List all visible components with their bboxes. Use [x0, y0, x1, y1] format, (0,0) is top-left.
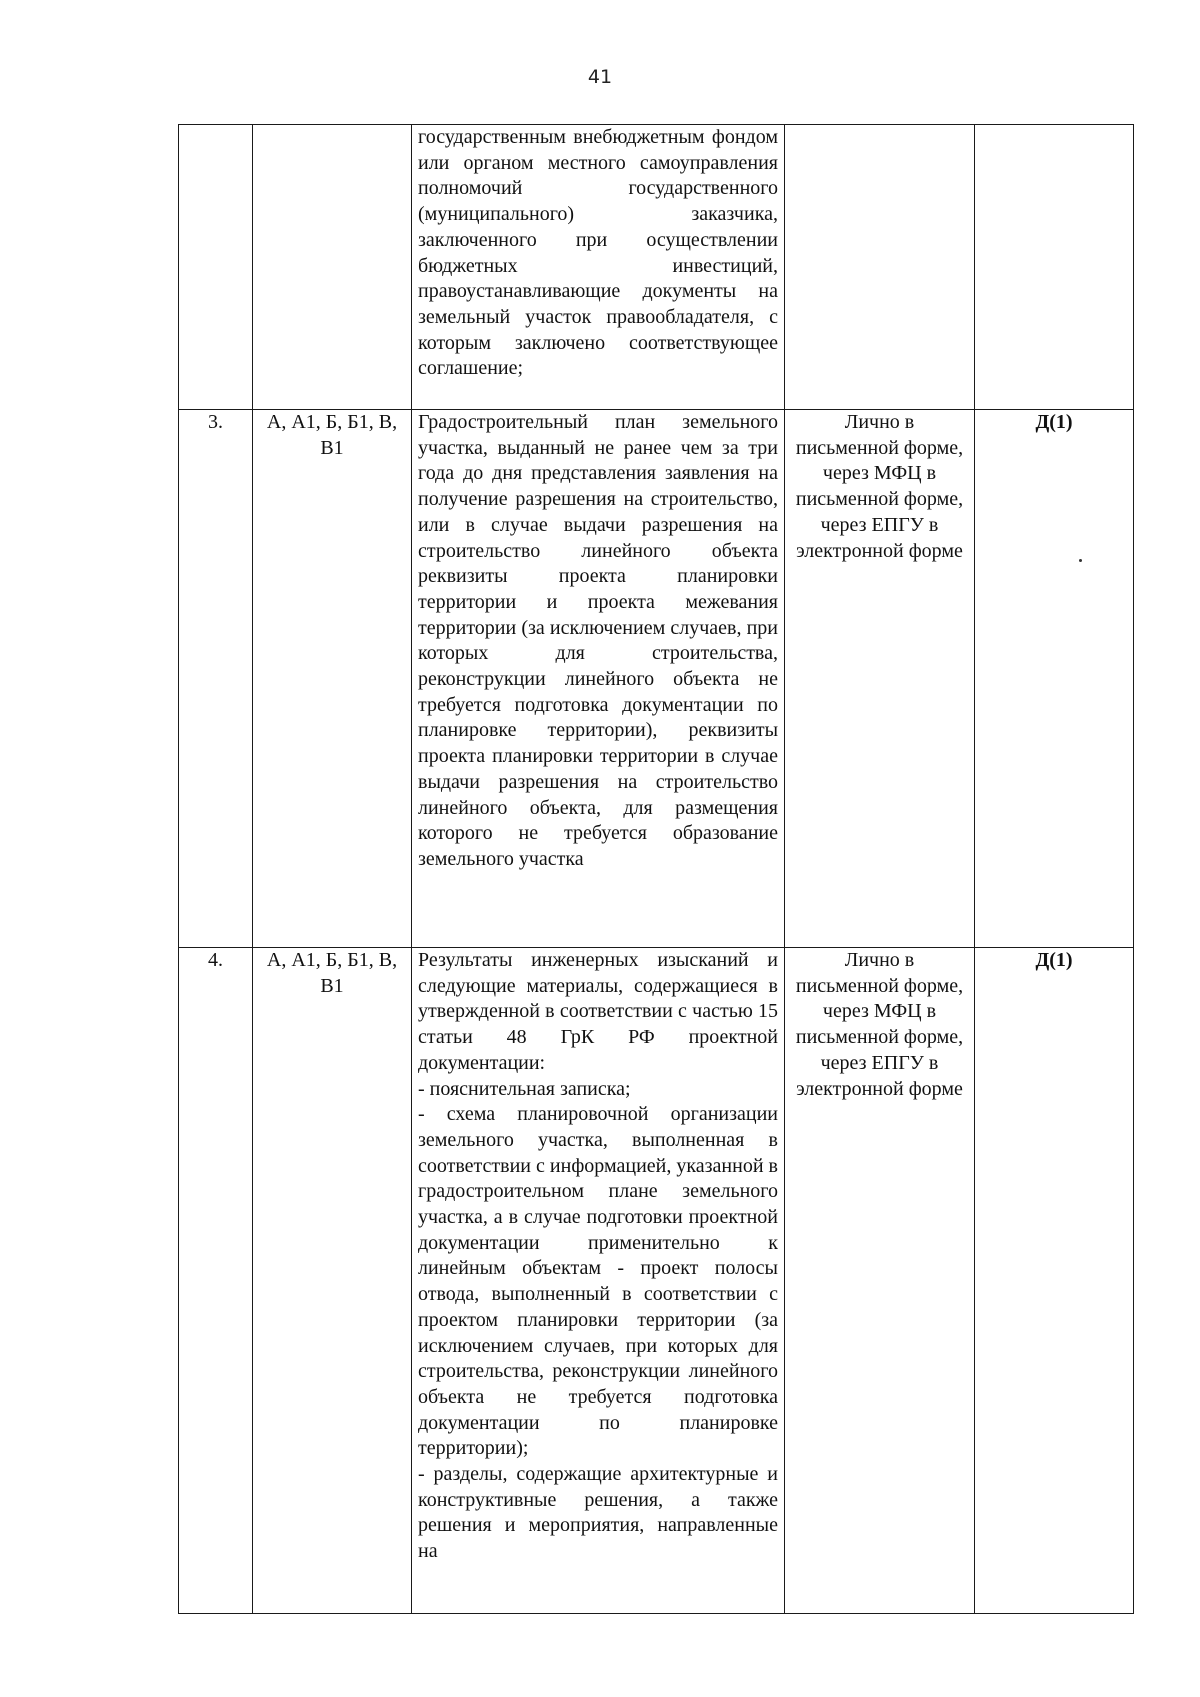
description-list-item: - пояснительная записка; [418, 1077, 631, 1100]
description-list-item: - разделы, содержащие архитектурные и конструктивные решения, а также решения и мероприятия, направленные на [418, 1463, 778, 1563]
document-description [412, 948, 785, 1614]
row-number: 3. [179, 410, 253, 948]
scan-speck [1079, 559, 1082, 562]
page-number: 41 [587, 66, 613, 88]
description-list-item: - схема планировочной организации земельного участка, выполненная в соответствии с информацией, указанной в градостроительном плане земельного участка, а в случае подготовки проектной документации применительно к линейным объектам - проект полосы отвода, выполненный в соответствии с проектом планировки территории (за исключением случаев, при которых для строительства, реконструкции линейного объекта не требуется подготовка документации по планировке территории); [418, 1103, 778, 1460]
applicant-categories [253, 125, 412, 410]
documents-table [178, 124, 1134, 1614]
applicant-categories: А, А1, Б, Б1, В, В1 [253, 948, 412, 1614]
document-code: Д(1) [975, 948, 1134, 1614]
table-row [179, 948, 1134, 1614]
table-row [179, 410, 1134, 948]
document-code [975, 125, 1134, 410]
row-number: 4. [179, 948, 253, 1614]
submission-method: Лично в письменной форме, через МФЦ в письменной форме, через ЕПГУ в электронной форме [785, 410, 975, 948]
document-code: Д(1) [975, 410, 1134, 948]
table-row [179, 125, 1134, 410]
submission-method: Лично в письменной форме, через МФЦ в письменной форме, через ЕПГУ в электронной форме [785, 948, 975, 1614]
description-paragraph: Результаты инженерных изысканий и следующие материалы, содержащиеся в утвержденной в соответствии с частью 15 статьи 48 ГрК РФ проектной документации: [418, 949, 778, 1074]
submission-method [785, 125, 975, 410]
applicant-categories: А, А1, Б, Б1, В, В1 [253, 410, 412, 948]
row-number [179, 125, 253, 410]
document-description: Градостроительный план земельного участка, выданный не ранее чем за три года до дня представления заявления на получение разрешения на строительство, или в случае выдачи разрешения на строительство линейного объекта реквизиты проекта планировки территории и проекта межевания территории (за исключением случаев, при которых для строительства, реконструкции линейного объекта не требуется подготовка документации по планировке территории), реквизиты проекта планировки территории в случае выдачи разрешения на строительство линейного объекта, для размещения которого не требуется образование земельного участка [412, 410, 785, 948]
document-description: государственным внебюджетным фондом или органом местного самоуправления полномочий государственного (муниципального) заказчика, заключенного при осуществлении бюджетных инвестиций, правоустанавливающие документы на земельный участок правообладателя, с которым заключено соответствующее соглашение; [412, 125, 785, 410]
